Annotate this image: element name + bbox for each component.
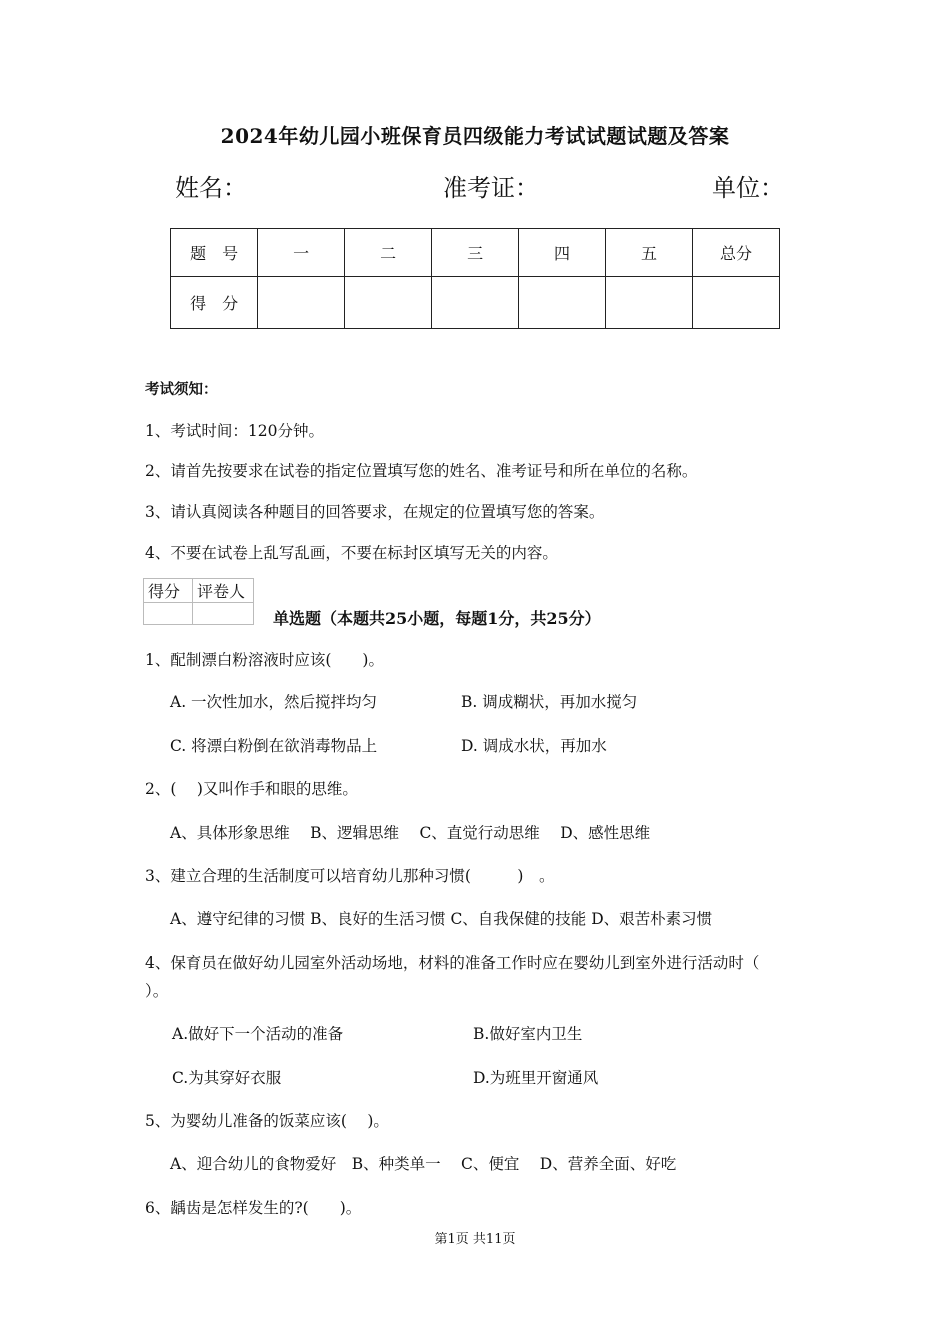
score-cell-two[interactable]: [345, 277, 432, 329]
grader-box: [143, 578, 254, 625]
question-5-options[interactable]: A、迎合幼儿的食物爱好 B、种类单一 C、便宜 D、营养全面、好吃: [170, 1155, 677, 1173]
score-cell-one[interactable]: [258, 277, 345, 329]
score-cell-three[interactable]: [432, 277, 519, 329]
question-4-option-c[interactable]: C.为其穿好衣服: [172, 1069, 282, 1087]
grader-score-cell[interactable]: [144, 603, 193, 625]
score-cell-total[interactable]: [692, 277, 779, 329]
score-label: 得 分: [171, 277, 258, 329]
question-4-continuation: ）。: [145, 982, 169, 1000]
question-3-options[interactable]: A、遵守纪律的习惯 B、良好的生活习惯 C、自我保健的技能 D、艰苦朴素习惯: [170, 910, 713, 928]
grader-score-label: 得分: [144, 579, 193, 603]
question-2-options[interactable]: A、具体形象思维 B、逻辑思维 C、直觉行动思维 D、感性思维: [170, 824, 651, 842]
section-three-header: 三: [432, 229, 519, 277]
question-1-option-b[interactable]: B. 调成糊状，再加水搅匀: [461, 693, 638, 711]
question-1-option-d[interactable]: D. 调成水状，再加水: [461, 737, 607, 755]
notice-item: 2、请首先按要求在试卷的指定位置填写您的姓名、准考证号和所在单位的名称。: [145, 462, 698, 480]
question-2: 2、( )又叫作手和眼的思维。: [145, 780, 358, 798]
section-five-header: 五: [606, 229, 693, 277]
page-title: 2024年幼儿园小班保育员四级能力考试试题试题及答案: [220, 124, 730, 148]
exam-id-field-label: 准考证：: [443, 174, 539, 202]
question-number-label: 题 号: [171, 229, 258, 277]
section-four-header: 四: [519, 229, 606, 277]
question-1-option-c[interactable]: C. 将漂白粉倒在欲消毒物品上: [170, 737, 378, 755]
notice-item: 4、不要在试卷上乱写乱画，不要在标封区填写无关的内容。: [145, 544, 558, 562]
question-5: 5、为婴幼儿准备的饭菜应该( )。: [145, 1112, 389, 1130]
question-3: 3、建立合理的生活制度可以培育幼儿那种习惯( ) 。: [145, 867, 555, 885]
grader-reviewer-label: 评卷人: [193, 579, 254, 603]
question-4-option-b[interactable]: B.做好室内卫生: [473, 1025, 583, 1043]
notice-heading: 考试须知：: [145, 381, 218, 398]
question-1-option-a[interactable]: A. 一次性加水，然后搅拌均匀: [170, 693, 378, 711]
grader-reviewer-cell[interactable]: [193, 603, 254, 625]
question-4-option-a[interactable]: A.做好下一个活动的准备: [172, 1025, 344, 1043]
question-1: 1、配制漂白粉溶液时应该( )。: [145, 651, 384, 669]
total-score-header: 总分: [692, 229, 779, 277]
score-cell-five[interactable]: [606, 277, 693, 329]
section-title: 单选题（本题共25小题，每题1分，共25分）: [273, 609, 601, 628]
section-two-header: 二: [345, 229, 432, 277]
name-field-label: 姓名：: [175, 174, 247, 202]
question-4: 4、保育员在做好幼儿园室外活动场地，材料的准备工作时应在婴幼儿到室外进行活动时（: [145, 954, 760, 972]
page-number: 第1页 共11页: [434, 1232, 516, 1247]
score-table-score-row: [171, 277, 780, 329]
score-cell-four[interactable]: [519, 277, 606, 329]
notice-item: 3、请认真阅读各种题目的回答要求，在规定的位置填写您的答案。: [145, 503, 605, 521]
section-one-header: 一: [258, 229, 345, 277]
score-table: [170, 228, 780, 329]
question-4-option-d[interactable]: D.为班里开窗通风: [473, 1069, 599, 1087]
notice-item: 1、考试时间：120分钟。: [145, 422, 324, 440]
question-6: 6、龋齿是怎样发生的?( )。: [145, 1199, 362, 1217]
unit-field-label: 单位：: [712, 174, 784, 202]
score-table-header-row: [171, 229, 780, 277]
